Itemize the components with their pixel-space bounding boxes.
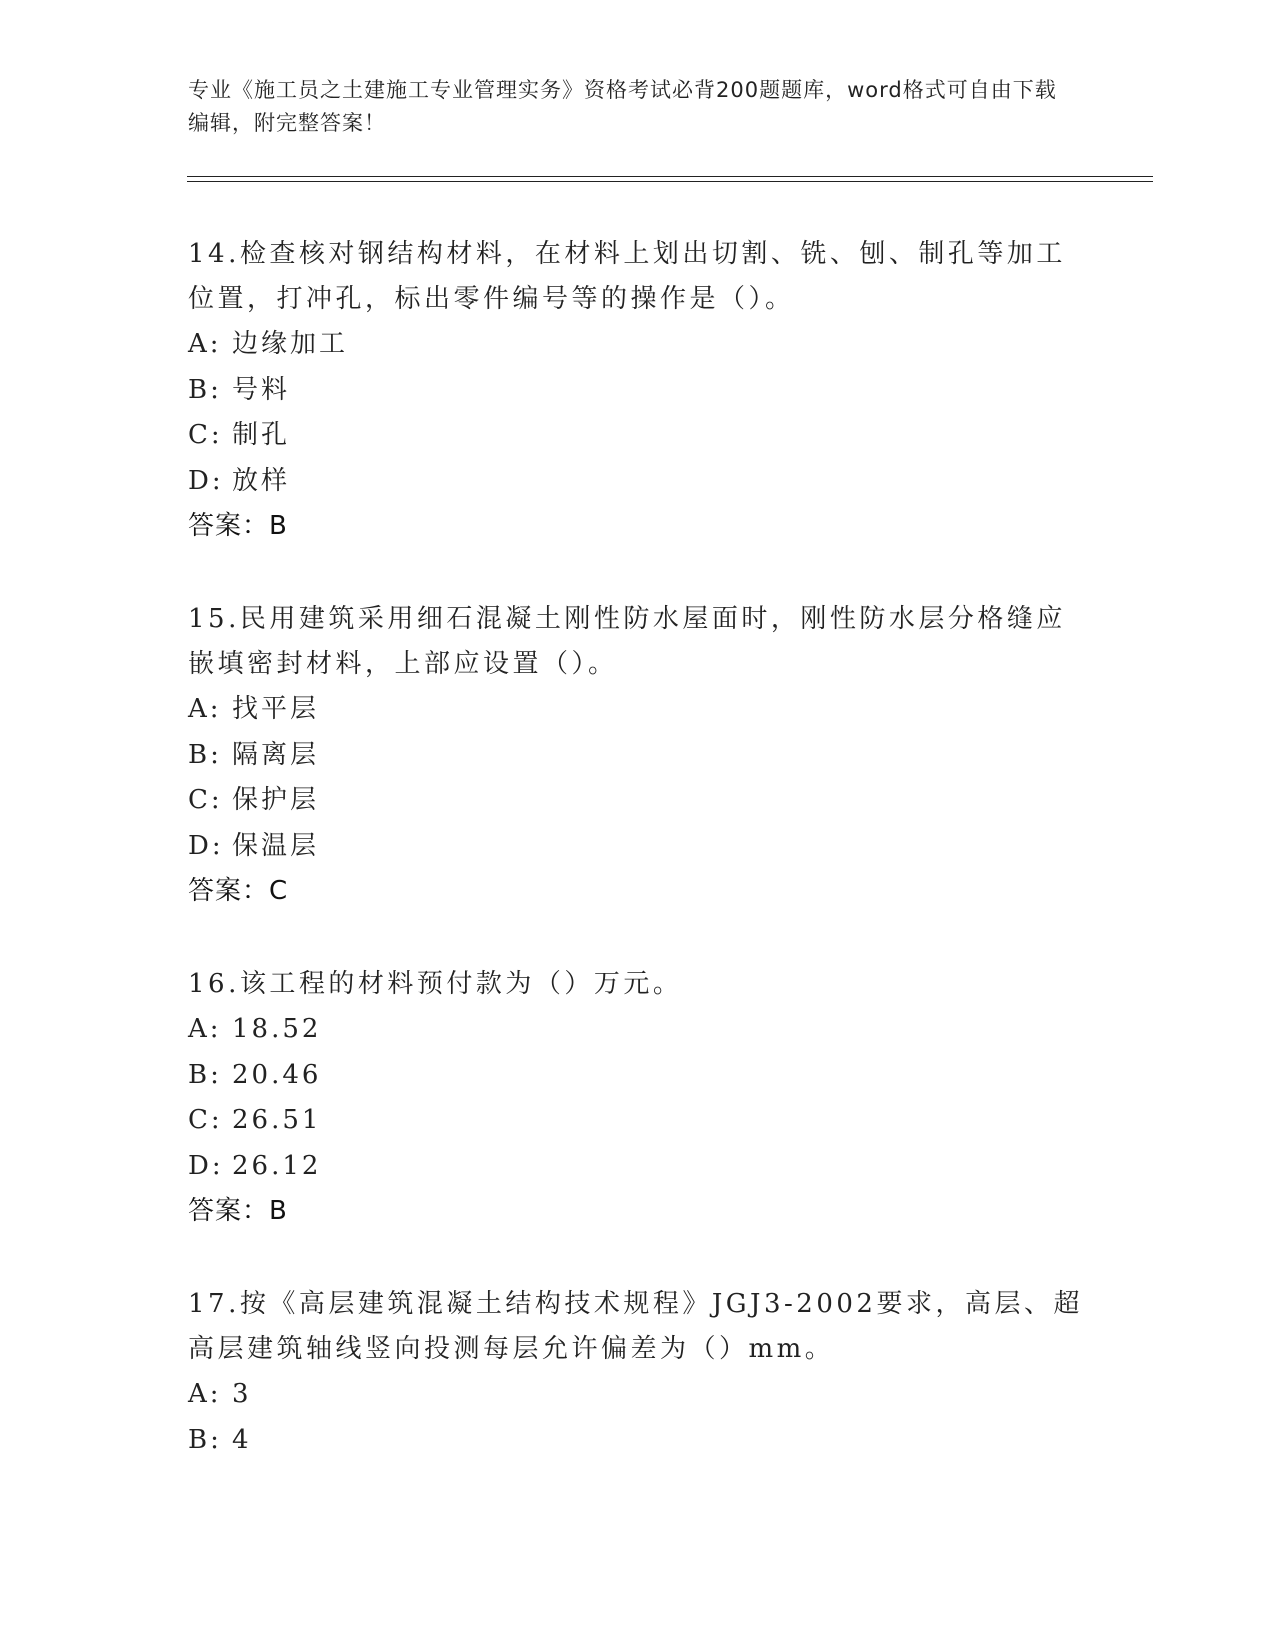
option-key: C:: [188, 785, 223, 815]
option-key: C:: [188, 1105, 223, 1135]
option-d: [188, 1144, 1088, 1190]
option-text: 4: [232, 1424, 252, 1455]
question-stem: 14.检查核对钢结构材料，在材料上划出切割、铣、刨、制孔等加工位置，打冲孔，标出零件编号等的操作是（）。: [188, 239, 1066, 314]
option-a: [188, 322, 1088, 368]
option-key: B:: [188, 1059, 222, 1090]
header-divider-bottom: [187, 181, 1153, 182]
option-d: [188, 459, 1088, 505]
option-text: 18.52: [232, 1014, 322, 1044]
document-header: 专业《施工员之土建施工专业管理实务》资格考试必背200题题库，word格式可自由下载编辑，附完整答案！: [188, 78, 1057, 135]
option-text: 放样: [232, 465, 291, 496]
option-key: A:: [188, 694, 222, 724]
option-text: 20.46: [232, 1059, 322, 1090]
question-stem: 15.民用建筑采用细石混凝土刚性防水屋面时，刚性防水层分格缝应嵌填密封材料，上部应设置（）。: [188, 604, 1066, 679]
option-text: 26.51: [232, 1105, 322, 1135]
question-stem: 17.按《高层建筑混凝土结构技术规程》JGJ3-2002要求，高层、超高层建筑轴线竖向投测每层允许偏差为（）mm。: [188, 1289, 1083, 1364]
question-14: [188, 232, 1088, 549]
option-text: 边缘加工: [232, 329, 349, 359]
option-text: 隔离层: [232, 739, 320, 770]
option-a: [188, 687, 1088, 733]
option-key: B:: [188, 1424, 222, 1455]
option-b: [188, 1418, 1088, 1464]
option-key: D:: [188, 830, 224, 861]
question-16: [188, 962, 1088, 1234]
answer-line: 答案：C: [188, 876, 289, 906]
option-d: [188, 824, 1088, 870]
option-key: A:: [188, 329, 222, 359]
option-key: D:: [188, 465, 224, 496]
question-15: [188, 597, 1088, 914]
option-text: 保温层: [232, 830, 320, 861]
answer-line: 答案：B: [188, 511, 288, 541]
option-text: 26.12: [232, 1150, 322, 1181]
option-text: 制孔: [232, 420, 291, 450]
question-17: [188, 1282, 1088, 1463]
option-key: A:: [188, 1014, 222, 1044]
option-b: [188, 1053, 1088, 1099]
header-divider-top: [187, 176, 1153, 177]
option-text: 3: [232, 1379, 252, 1409]
option-text: 找平层: [232, 694, 320, 724]
option-text: 号料: [232, 374, 291, 405]
option-key: B:: [188, 739, 222, 770]
option-key: C:: [188, 420, 223, 450]
option-key: B:: [188, 374, 222, 405]
question-stem: 16.该工程的材料预付款为（）万元。: [188, 969, 683, 999]
option-c: [188, 413, 1088, 459]
option-key: A:: [188, 1379, 222, 1409]
option-a: [188, 1007, 1088, 1053]
option-c: [188, 778, 1088, 824]
option-key: D:: [188, 1150, 224, 1181]
option-c: [188, 1098, 1088, 1144]
option-a: [188, 1372, 1088, 1418]
option-b: [188, 368, 1088, 414]
option-b: [188, 733, 1088, 779]
answer-line: 答案：B: [188, 1196, 288, 1226]
option-text: 保护层: [232, 785, 320, 815]
